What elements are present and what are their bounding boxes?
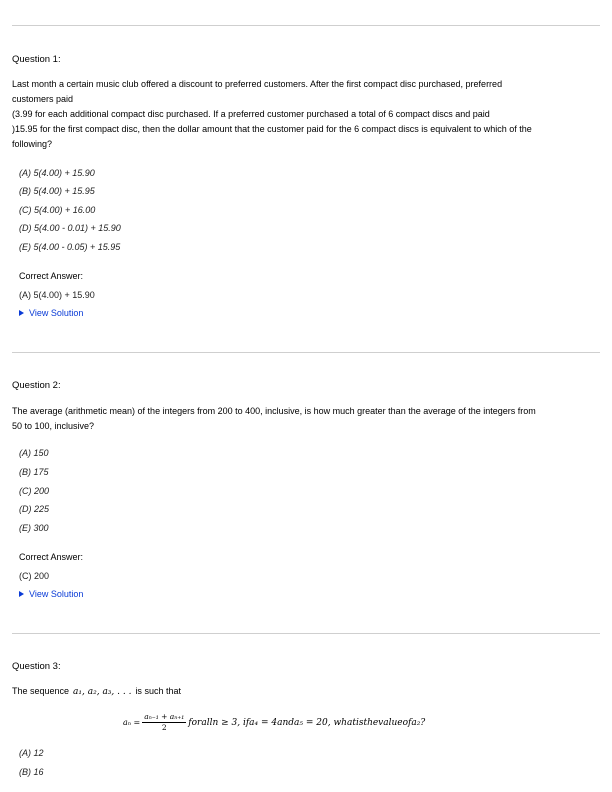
question-1-line-4: )15.95 for the first compact disc, then the dollar amount that the customer paid for the 6 compact discs is equivalent to which of the [12, 124, 532, 134]
question-3-title: Question 3: [12, 661, 61, 672]
question-1-view-solution[interactable] [19, 308, 83, 318]
question-1-line-2: customers paid [12, 94, 74, 104]
expand-triangle-icon [19, 310, 24, 316]
question-2-option-e: (E) 300 [19, 523, 49, 533]
question-2-view-solution[interactable] [19, 589, 83, 599]
question-1-answer-label: Correct Answer: [19, 271, 84, 281]
question-2-answer-label: Correct Answer: [19, 552, 84, 562]
question-2-option-c: (C) 200 [19, 486, 50, 496]
view-solution-label: View Solution [29, 589, 84, 599]
sequence-expression: a₁, a₂, a₃, . . . [73, 687, 132, 697]
question-2-option-a: (A) 150 [19, 448, 49, 458]
formula-fraction [142, 712, 186, 733]
question-2-line-1: The average (arithmetic mean) of the integers from 200 to 400, inclusive, is how much greater than the average of the integers from [12, 406, 536, 416]
question-3-formula [123, 712, 425, 733]
divider-2 [12, 633, 600, 634]
expand-triangle-icon [19, 591, 24, 597]
divider-1 [12, 352, 600, 353]
question-3-option-a: (A) 12 [19, 748, 44, 758]
question-1-title: Question 1: [12, 54, 61, 65]
question-2-line-2: 50 to 100, inclusive? [12, 421, 95, 431]
question-3-intro-prefix: The sequence [12, 686, 70, 696]
question-1-option-d: (D) 5(4.00 - 0.01) + 15.90 [19, 223, 121, 233]
question-1-option-e: (E) 5(4.00 - 0.05) + 15.95 [19, 242, 121, 252]
question-2-option-d: (D) 225 [19, 504, 50, 514]
question-2-title: Question 2: [12, 380, 61, 391]
question-1-line-1: Last month a certain music club offered a discount to preferred customers. After the first compact disc purchased, preferred [12, 79, 503, 89]
question-1-text [12, 77, 597, 152]
divider-top [12, 25, 600, 26]
question-1-answer: (A) 5(4.00) + 15.90 [19, 290, 95, 300]
question-1-line-5: following? [12, 139, 53, 149]
question-1-line-3: (3.99 for each additional compact disc purchased. If a preferred customer purchased a total of 6 compact discs and paid [12, 109, 490, 119]
question-2-option-b: (B) 175 [19, 467, 49, 477]
formula-denominator: 2 [161, 723, 167, 732]
question-1-option-b: (B) 5(4.00) + 15.95 [19, 186, 95, 196]
question-3-option-b: (B) 16 [19, 767, 44, 777]
formula-lhs: aₙ = [123, 718, 141, 727]
question-3-intro-suffix: is such that [135, 686, 181, 696]
formula-rest: foralln ≥ 3, ifa₄ = 4anda₅ = 20, whatisthevalueofa₂? [188, 717, 426, 728]
question-1-option-c: (C) 5(4.00) + 16.00 [19, 205, 96, 215]
question-3-intro [12, 686, 181, 697]
question-2-answer: (C) 200 [19, 571, 50, 581]
question-2-text [12, 404, 597, 434]
question-1-option-a: (A) 5(4.00) + 15.90 [19, 168, 95, 178]
formula-numerator: aₙ₋₁ + aₙ₊₁ [144, 712, 185, 721]
view-solution-label: View Solution [29, 308, 84, 318]
